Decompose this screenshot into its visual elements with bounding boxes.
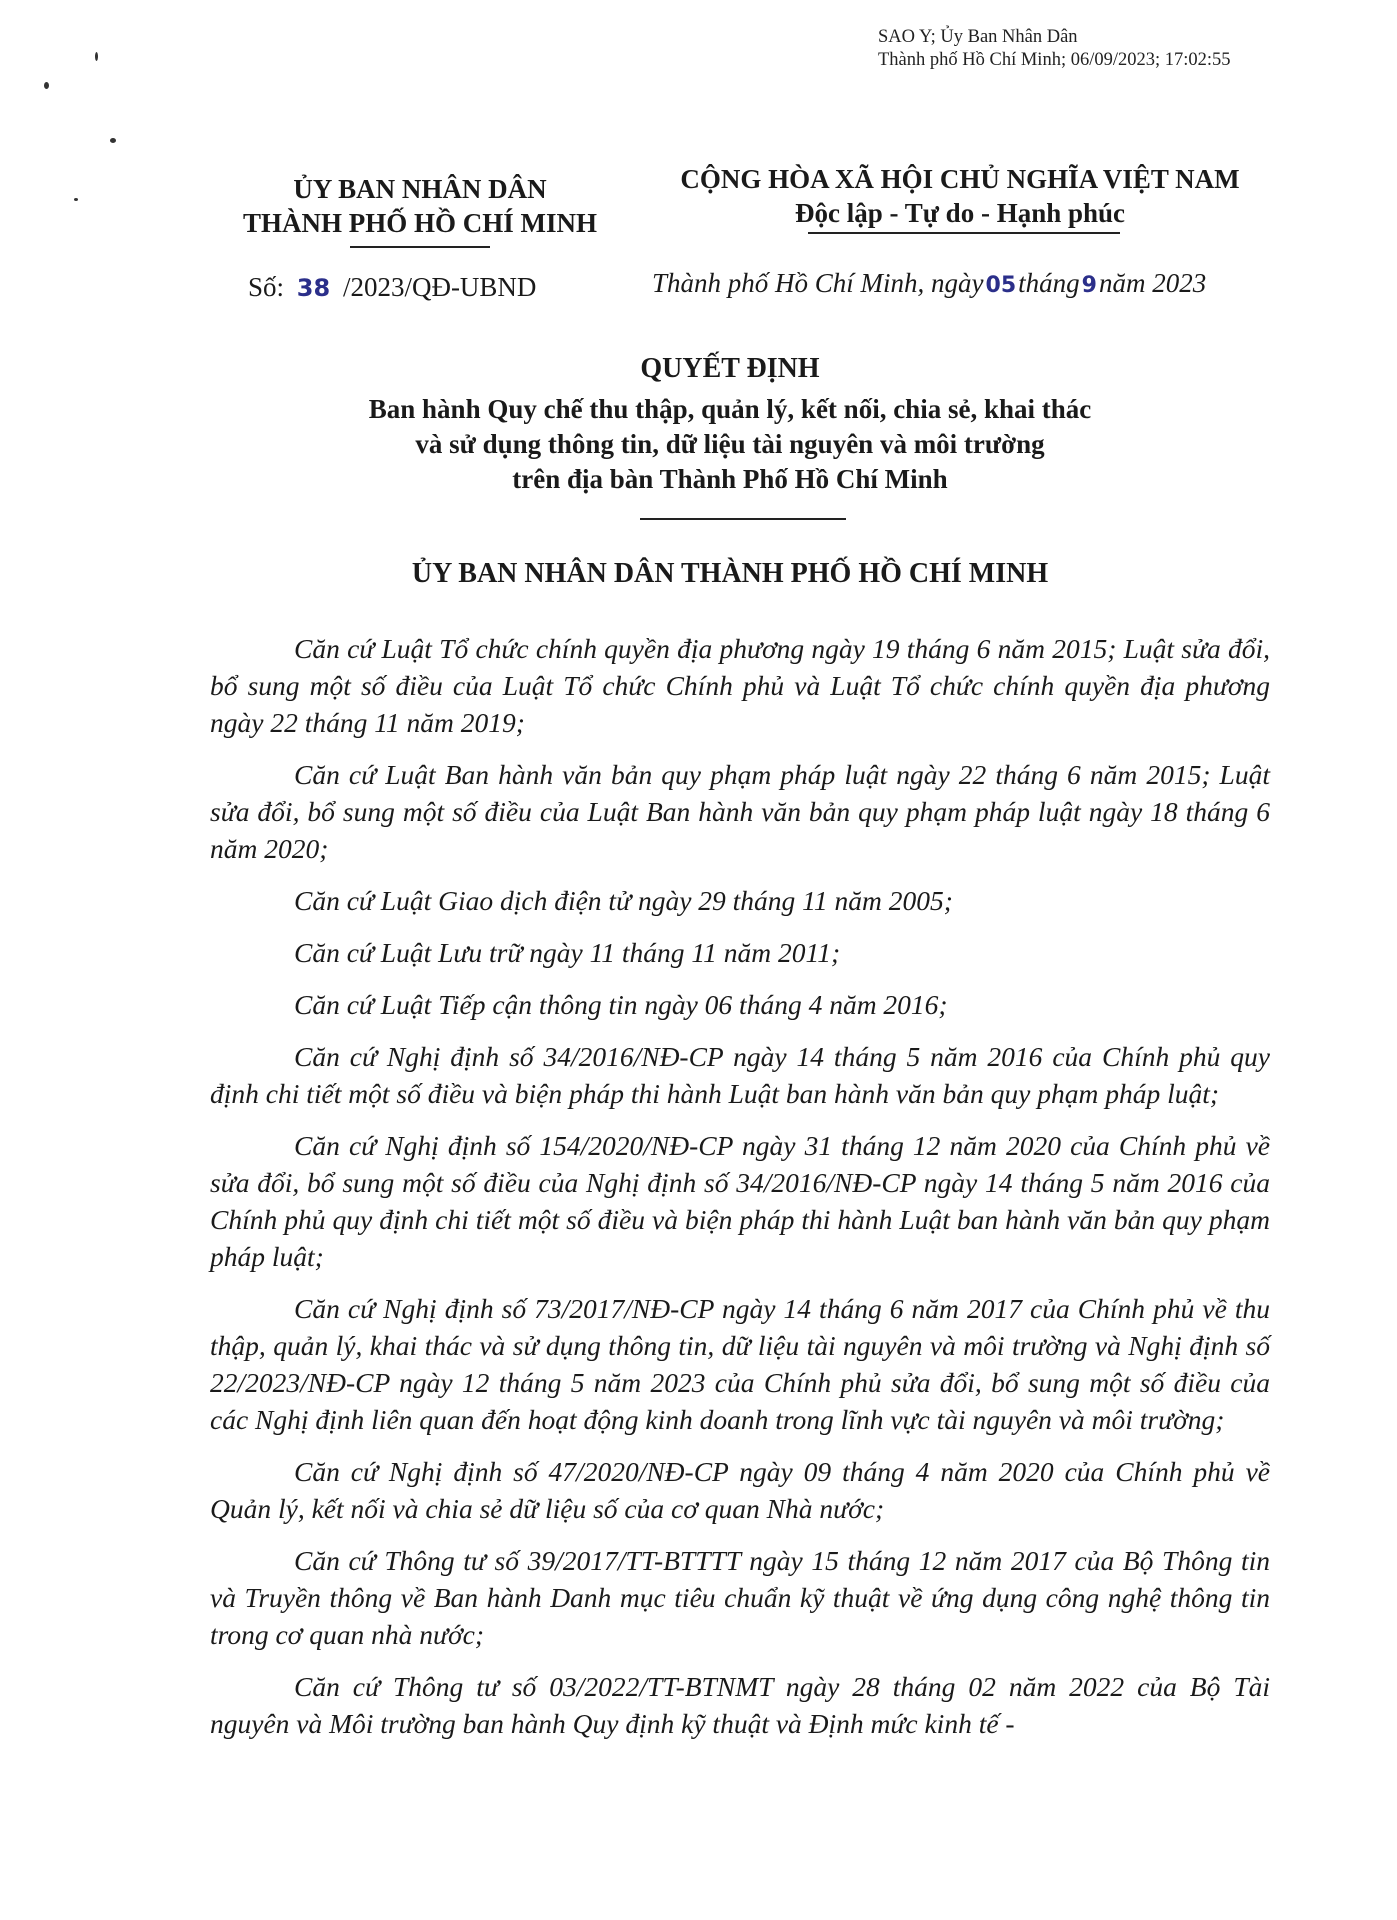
basis-paragraph: Căn cứ Thông tư số 03/2022/TT-BTNMT ngày 28 tháng 02 năm 2022 của Bộ Tài nguyên và Môi trường ban hành Quy định kỹ thuật và Định mức kinh tế - <box>210 1671 1270 1739</box>
basis-paragraph: Căn cứ Thông tư số 39/2017/TT-BTTTT ngày 15 tháng 12 năm 2017 của Bộ Thông tin và Truyền thông về Ban hành Danh mục tiêu chuẩn kỹ thuật về ứng dụng công nghệ thông tin trong cơ quan nhà nước; <box>210 1545 1270 1650</box>
basis-paragraph: Căn cứ Luật Lưu trữ ngày 11 tháng 11 năm 2011; <box>294 937 841 968</box>
basis-paragraph: Căn cứ Nghị định số 73/2017/NĐ-CP ngày 14 tháng 6 năm 2017 của Chính phủ về thu thập, quản lý, khai thác và sử dụng thông tin, dữ liệu tài nguyên và môi trường và Nghị định số 22/2023/NĐ-CP ngày 12 tháng 5 năm 2023 của Chính phủ sửa đổi, bổ sung một số điều của các Nghị định liên quan đến hoạt động kinh doanh trong lĩnh vực tài nguyên và môi trường; <box>210 1293 1270 1435</box>
handwritten-month: 9 <box>1081 273 1097 298</box>
basis-paragraph: Căn cứ Nghị định số 47/2020/NĐ-CP ngày 09 tháng 4 năm 2020 của Chính phủ về Quản lý, kết nối và chia sẻ dữ liệu số của cơ quan Nhà nước; <box>210 1456 1270 1524</box>
date-part-1: Thành phố Hồ Chí Minh, ngày <box>652 268 984 298</box>
stamp-line-1: SAO Y; Ủy Ban Nhân Dân <box>878 27 1078 47</box>
handwritten-number: 38 <box>296 274 331 302</box>
scan-speck <box>95 52 98 61</box>
issuing-agency <box>200 172 640 240</box>
legal-basis <box>210 630 1270 1757</box>
motto-underline <box>808 232 1120 234</box>
date-part-3: năm 2023 <box>1098 268 1207 298</box>
national-motto: Độc lập - Tự do - Hạnh phúc <box>794 198 1126 228</box>
document-title: QUYẾT ĐỊNH <box>640 353 820 384</box>
national-title <box>640 162 1280 230</box>
issuing-authority: ỦY BAN NHÂN DÂN THÀNH PHỐ HỒ CHÍ MINH <box>411 558 1049 589</box>
number-prefix: Số: <box>248 272 285 302</box>
agency-line-1: ỦY BAN NHÂN DÂN <box>293 174 547 204</box>
scan-speck <box>44 82 49 89</box>
subtitle-underline <box>640 518 846 520</box>
subtitle-line-2: và sử dụng thông tin, dữ liệu tài nguyên và môi trường <box>415 429 1045 459</box>
subtitle-line-1: Ban hành Quy chế thu thập, quản lý, kết nối, chia sẻ, khai thác <box>368 394 1092 424</box>
subtitle-line-3: trên địa bàn Thành Phố Hồ Chí Minh <box>512 464 948 494</box>
date-part-2: tháng <box>1018 268 1080 298</box>
national-title-line-1: CỘNG HÒA XÃ HỘI CHỦ NGHĨA VIỆT NAM <box>680 164 1240 194</box>
document-subtitle <box>200 392 1260 497</box>
copy-stamp <box>878 26 1231 72</box>
basis-paragraph: Căn cứ Luật Tiếp cận thông tin ngày 06 tháng 4 năm 2016; <box>294 989 948 1020</box>
handwritten-day: 05 <box>985 273 1017 298</box>
basis-paragraph: Căn cứ Luật Giao dịch điện tử ngày 29 tháng 11 năm 2005; <box>294 885 953 916</box>
basis-paragraph: Căn cứ Luật Tổ chức chính quyền địa phương ngày 19 tháng 6 năm 2015; Luật sửa đổi, bổ sung một số điều của Luật Tổ chức Chính phủ và Luật Tổ chức chính quyền địa phương ngày 22 tháng 11 năm 2019; <box>210 633 1270 738</box>
number-suffix: /2023/QĐ-UBND <box>342 272 537 302</box>
stamp-line-2: Thành phố Hồ Chí Minh; 06/09/2023; 17:02:55 <box>878 50 1231 70</box>
scan-speck <box>74 198 78 201</box>
agency-line-2: THÀNH PHỐ HỒ CHÍ MINH <box>242 208 597 238</box>
basis-paragraph: Căn cứ Luật Ban hành văn bản quy phạm pháp luật ngày 22 tháng 6 năm 2015; Luật sửa đổi, bổ sung một số điều của Luật Ban hành văn bản quy phạm pháp luật ngày 18 tháng 6 năm 2020; <box>210 759 1270 864</box>
document-number <box>248 272 536 303</box>
agency-underline <box>350 246 490 248</box>
basis-paragraph: Căn cứ Nghị định số 154/2020/NĐ-CP ngày 31 tháng 12 năm 2020 của Chính phủ về sửa đổi, bổ sung một số điều của Nghị định số 34/2016/NĐ-CP ngày 14 tháng 5 năm 2016 của Chính phủ quy định chi tiết một số điều và biện pháp thi hành Luật ban hành văn bản quy phạm pháp luật; <box>210 1130 1270 1272</box>
basis-paragraph: Căn cứ Nghị định số 34/2016/NĐ-CP ngày 14 tháng 5 năm 2016 của Chính phủ quy định chi tiết một số điều và biện pháp thi hành Luật ban hành văn bản quy phạm pháp luật; <box>210 1041 1270 1109</box>
issue-date <box>652 268 1206 299</box>
scan-speck <box>110 138 116 143</box>
